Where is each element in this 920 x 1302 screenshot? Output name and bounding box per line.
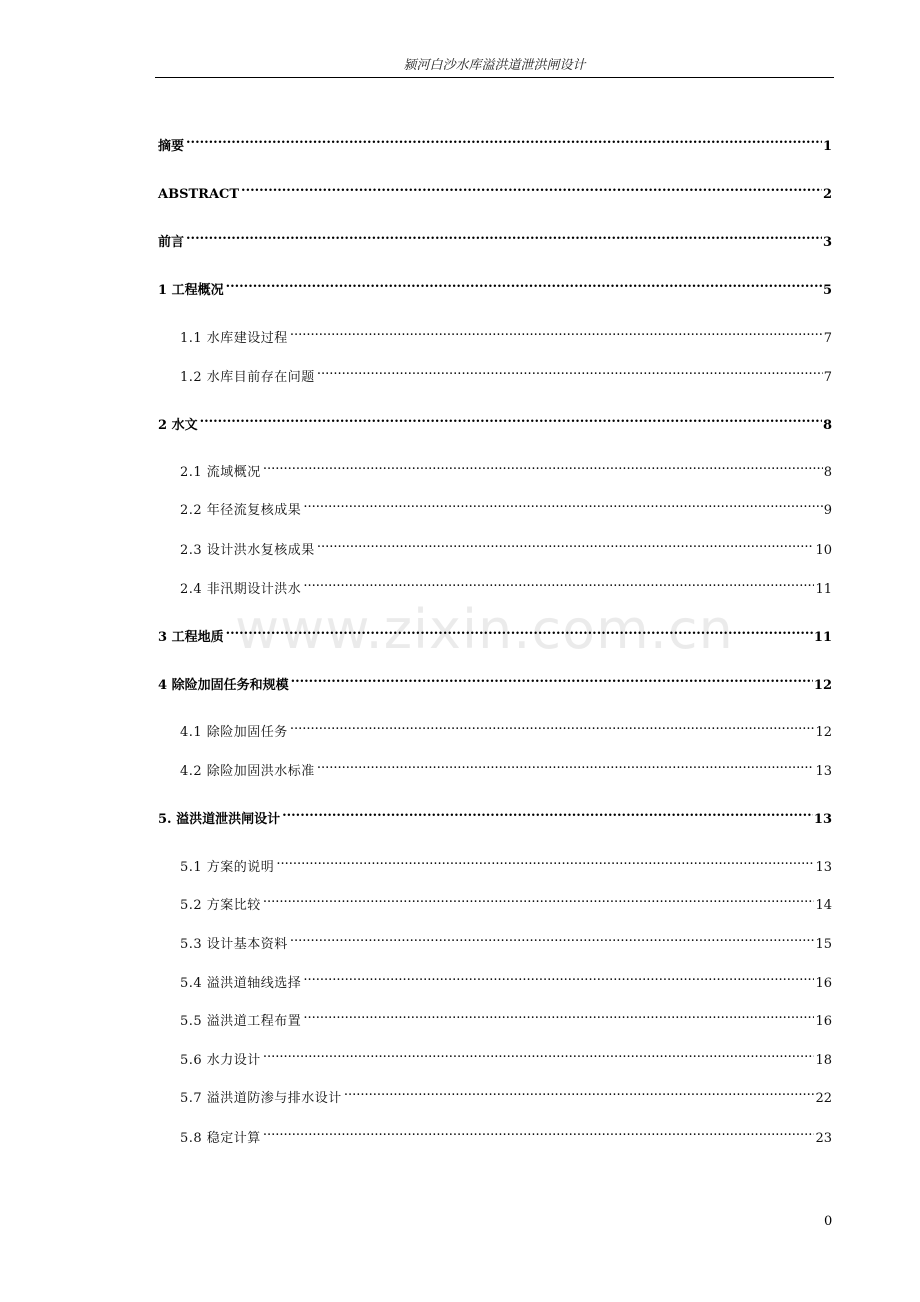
toc-entry-label: 3 工程地质 xyxy=(158,630,224,645)
toc-entry-section[interactable] xyxy=(180,322,832,346)
toc-entry-page-number: 18 xyxy=(815,1053,832,1068)
toc-entry-label: 5.5 溢洪道工程布置 xyxy=(180,1014,302,1029)
toc-entry-page-number: 1 xyxy=(822,139,832,154)
toc-dot-leader xyxy=(303,573,814,593)
toc-entry-label: 4.1 除险加固任务 xyxy=(180,725,288,740)
toc-entry-section[interactable] xyxy=(180,1044,832,1068)
toc-dot-leader xyxy=(226,274,822,294)
toc-entry-label: 1.1 水库建设过程 xyxy=(180,331,288,346)
toc-entry-page-number: 3 xyxy=(822,235,832,250)
toc-entry-chapter[interactable] xyxy=(158,621,832,645)
running-header: 颍河白沙水库溢洪道泄洪闸设计 xyxy=(403,58,586,73)
toc-entry-section[interactable] xyxy=(180,851,832,875)
toc-entry-label: 5.1 方案的说明 xyxy=(180,860,275,875)
toc-entry-page-number: 16 xyxy=(815,1014,832,1029)
toc-entry-label: 1.2 水库目前存在问题 xyxy=(180,370,315,385)
toc-entry-label: 4 除险加固任务和规模 xyxy=(158,678,289,693)
toc-entry-page-number: 8 xyxy=(822,418,832,433)
toc-entry-label: 2.1 流域概况 xyxy=(180,465,261,480)
toc-entry-page-number: 7 xyxy=(823,370,832,385)
page-number: 0 xyxy=(824,1214,833,1229)
toc-entry-section[interactable] xyxy=(180,456,832,480)
toc-dot-leader xyxy=(263,456,823,476)
toc-dot-leader xyxy=(303,494,822,514)
toc-dot-leader xyxy=(303,967,814,987)
toc-dot-leader xyxy=(317,755,815,775)
toc-entry-label: 前言 xyxy=(158,235,185,250)
toc-entry-section[interactable] xyxy=(180,928,832,952)
toc-dot-leader xyxy=(290,716,815,736)
toc-entry-label: 5.3 设计基本资料 xyxy=(180,937,288,952)
toc-dot-leader xyxy=(282,803,813,823)
toc-entry-page-number: 16 xyxy=(815,976,832,991)
toc-entry-label: 2.3 设计洪水复核成果 xyxy=(180,543,315,558)
toc-entry-section[interactable] xyxy=(180,1082,832,1106)
toc-entry-label: 5.7 溢洪道防渗与排水设计 xyxy=(180,1091,342,1106)
toc-entry-page-number: 14 xyxy=(815,898,832,913)
toc-entry-chapter[interactable] xyxy=(158,669,832,693)
toc-entry-section[interactable] xyxy=(180,494,832,518)
toc-dot-leader xyxy=(186,130,822,150)
toc-entry-chapter[interactable] xyxy=(158,274,832,298)
toc-entry-page-number: 13 xyxy=(813,812,832,827)
toc-entry-page-number: 7 xyxy=(823,331,832,346)
toc-dot-leader xyxy=(290,322,823,342)
toc-dot-leader xyxy=(263,1044,815,1064)
toc-entry-label: 5.8 稳定计算 xyxy=(180,1131,261,1146)
toc-dot-leader xyxy=(290,928,815,948)
toc-entry-section[interactable] xyxy=(180,1122,832,1146)
toc-entry-chapter[interactable] xyxy=(158,130,832,154)
toc-entry-page-number: 5 xyxy=(822,283,832,298)
toc-dot-leader xyxy=(186,226,822,246)
toc-entry-page-number: 9 xyxy=(823,503,832,518)
toc-entry-label: ABSTRACT xyxy=(158,187,240,202)
toc-entry-section[interactable] xyxy=(180,755,832,779)
toc-entry-page-number: 8 xyxy=(823,465,832,480)
toc-entry-page-number: 10 xyxy=(815,543,832,558)
toc-dot-leader xyxy=(291,669,813,689)
toc-entry-label: 2.4 非汛期设计洪水 xyxy=(180,582,302,597)
toc-entry-page-number: 12 xyxy=(815,725,832,740)
toc-entry-section[interactable] xyxy=(180,361,832,385)
toc-entry-section[interactable] xyxy=(180,967,832,991)
toc-dot-leader xyxy=(344,1082,815,1102)
toc-entry-page-number: 15 xyxy=(815,937,832,952)
toc-entry-section[interactable] xyxy=(180,1005,832,1029)
toc-entry-label: 2.2 年径流复核成果 xyxy=(180,503,302,518)
toc-entry-page-number: 23 xyxy=(815,1131,832,1146)
toc-dot-leader xyxy=(317,534,815,554)
toc-entry-page-number: 11 xyxy=(813,630,832,645)
toc-dot-leader xyxy=(263,1122,815,1142)
toc-entry-section[interactable] xyxy=(180,573,832,597)
toc-entry-label: 摘要 xyxy=(158,139,185,154)
toc-dot-leader xyxy=(263,889,815,909)
toc-entry-page-number: 2 xyxy=(822,187,832,202)
toc-entry-chapter[interactable] xyxy=(158,803,832,827)
toc-dot-leader xyxy=(200,409,822,429)
toc-dot-leader xyxy=(276,851,814,871)
toc-entry-page-number: 13 xyxy=(815,860,832,875)
toc-entry-page-number: 22 xyxy=(815,1091,832,1106)
toc-dot-leader xyxy=(317,361,823,381)
toc-entry-label: 4.2 除险加固洪水标准 xyxy=(180,764,315,779)
toc-entry-section[interactable] xyxy=(180,889,832,913)
watermark: www.zixin.com.cn xyxy=(235,598,734,661)
toc-entry-label: 5. 溢洪道泄洪闸设计 xyxy=(158,812,281,827)
toc-entry-section[interactable] xyxy=(180,716,832,740)
toc-entry-chapter[interactable] xyxy=(158,409,832,433)
toc-dot-leader xyxy=(226,621,813,641)
toc-entry-page-number: 11 xyxy=(815,582,832,597)
toc-entry-label: 5.2 方案比较 xyxy=(180,898,261,913)
toc-entry-label: 5.6 水力设计 xyxy=(180,1053,261,1068)
toc-entry-page-number: 13 xyxy=(815,764,832,779)
toc-dot-leader xyxy=(241,178,822,198)
toc-entry-label: 1 工程概况 xyxy=(158,283,224,298)
toc-entry-label: 5.4 溢洪道轴线选择 xyxy=(180,976,302,991)
toc-entry-page-number: 12 xyxy=(813,678,832,693)
toc-entry-chapter[interactable] xyxy=(158,226,832,250)
toc-entry-label: 2 水文 xyxy=(158,418,198,433)
toc-dot-leader xyxy=(303,1005,814,1025)
toc-entry-section[interactable] xyxy=(180,534,832,558)
toc-entry-chapter[interactable] xyxy=(158,178,832,202)
